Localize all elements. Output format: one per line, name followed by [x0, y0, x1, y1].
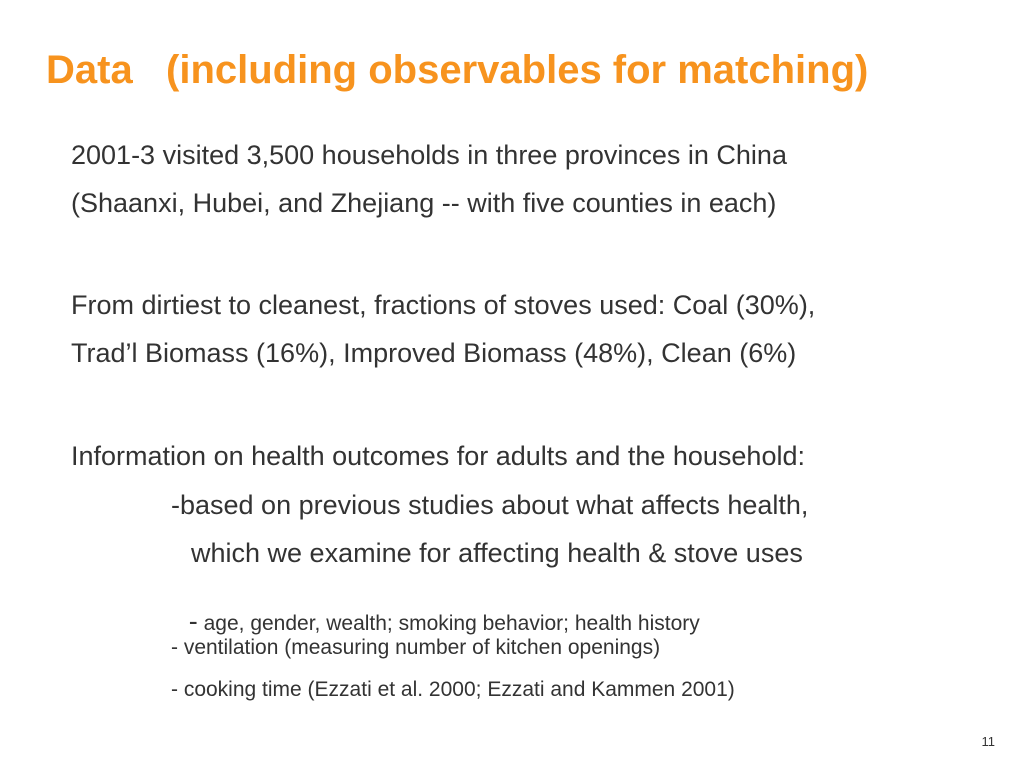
text-observables: age, gender, wealth; smoking behavior; health history — [197, 612, 700, 636]
text-line-examine: which we examine for affecting health & stove uses — [191, 538, 803, 568]
text-line-cooking-time: - cooking time (Ezzati et al. 2000; Ezzati and Kammen 2001) — [171, 678, 735, 701]
bullet-dash: - — [188, 606, 198, 637]
text-line-provinces: (Shaanxi, Hubei, and Zhejiang -- with five counties in each) — [71, 188, 777, 218]
text-line-ventilation: - ventilation (measuring number of kitchen openings) — [171, 636, 661, 659]
text-line-stove-fractions-cont: Trad’l Biomass (16%), Improved Biomass (48%), Clean (6%) — [71, 338, 797, 368]
text-line-health-outcomes: Information on health outcomes for adults and the household: — [71, 441, 805, 471]
text-line-stove-fractions: From dirtiest to cleanest, fractions of stoves used: Coal (30%), — [71, 290, 816, 320]
text-line-households: 2001-3 visited 3,500 households in three provinces in China — [71, 140, 787, 170]
page-number: 11 — [981, 734, 995, 749]
text-line-previous-studies: -based on previous studies about what affects health, — [171, 490, 809, 520]
slide-title: Data (including observables for matching) — [46, 48, 869, 92]
